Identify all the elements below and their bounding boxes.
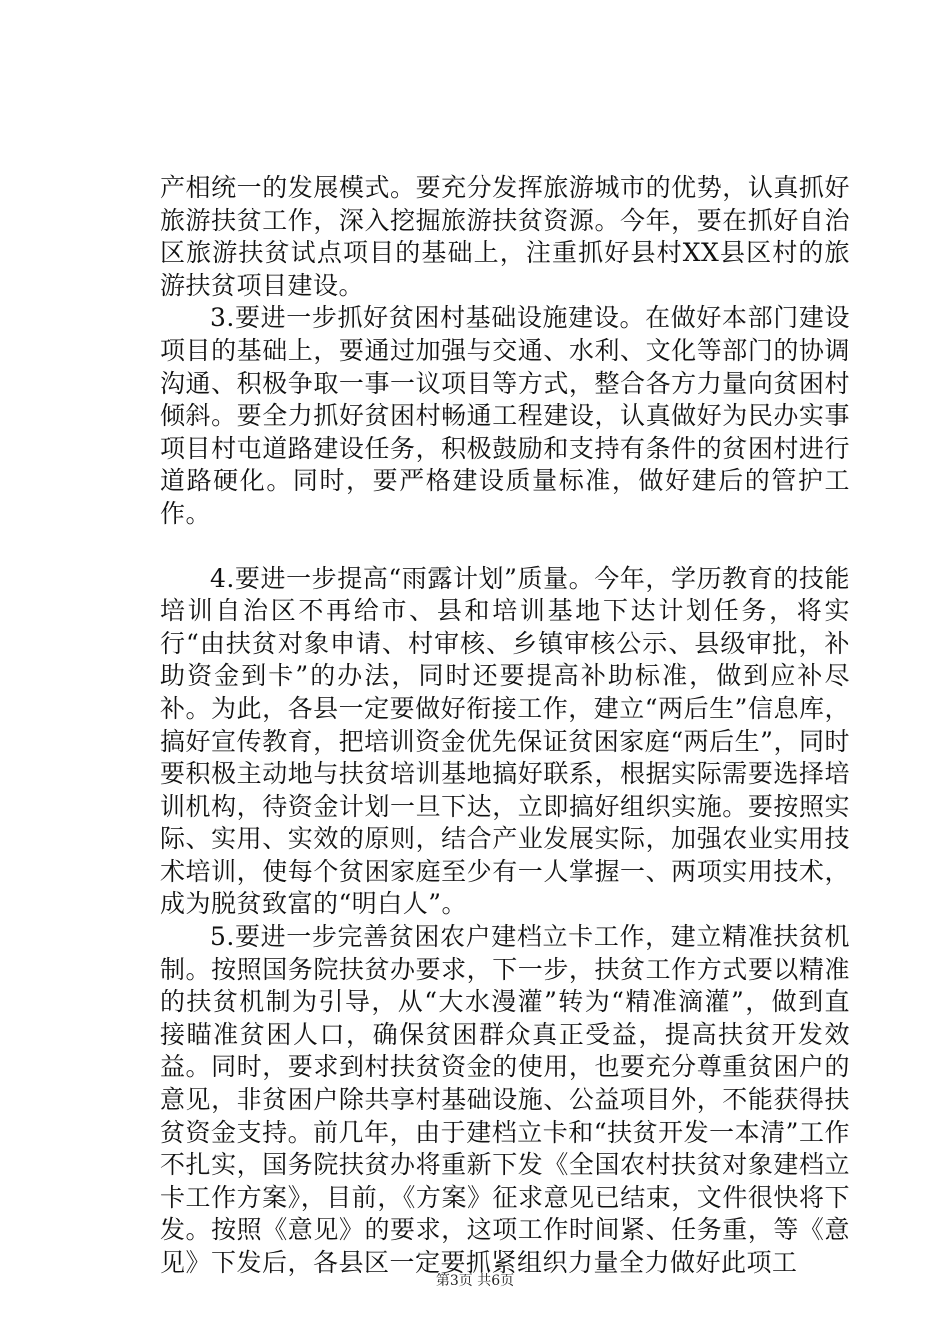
paragraph-continuation: 产相统一的发展模式。要充分发挥旅游城市的优势，认真抓好旅游扶贫工作，深入挖掘旅游扶贫资源。今年，要在抓好自治区旅游扶贫试点项目的基础上，注重抓好县村XX县区村的旅游扶贫项目建设。: [160, 173, 850, 300]
paragraph-item-3: 3.要进一步抓好贫困村基础设施建设。在做好本部门建设项目的基础上，要通过加强与交通、水利、文化等部门的协调沟通、积极争取一事一议项目等方式，整合各方力量向贫困村倾斜。要全力抓好贫困村畅通工程建设，认真做好为民办实事项目村屯道路建设任务，积极鼓励和支持有条件的贫困村进行道路硬化。同时，要严格建设质量标准，做好建后的管护工作。: [160, 303, 850, 528]
paragraph-item-5: 5.要进一步完善贫困农户建档立卡工作，建立精准扶贫机制。按照国务院扶贫办要求，下一步，扶贫工作方式要以精准的扶贫机制为引导，从“大水漫灌”转为“精准滴灌”，做到直接瞄准贫困人口，确保贫困群众真正受益，提高扶贫开发效益。同时，要求到村扶贫资金的使用，也要充分尊重贫困户的意见，非贫困户除共享村基础设施、公益项目外，不能获得扶贫资金支持。前几年，由于建档立卡和“扶贫开发一本清”工作不扎实，国务院扶贫办将重新下发《全国农村扶贫对象建档立卡工作方案》，目前，《方案》征求意见已结束，文件很快将下发。按照《意见》的要求，这项工作时间紧、任务重，等《意见》下发后，各县区一定要抓紧组织力量全力做好此项工: [160, 922, 850, 1277]
paragraph-item-4: 4.要进一步提高“雨露计划”质量。今年，学历教育的技能培训自治区不再给市、县和培训基地下达计划任务，将实行“由扶贫对象申请、村审核、乡镇审核公示、县级审批，补助资金到卡”的办法，同时还要提高补助标准，做到应补尽补。为此，各县一定要做好衔接工作，建立“两后生”信息库，搞好宣传教育，把培训资金优先保证贫困家庭“两后生”，同时要积极主动地与扶贫培训基地搞好联系，根据实际需要选择培训机构，待资金计划一旦下达，立即搞好组织实施。要按照实际、实用、实效的原则，结合产业发展实际，加强农业实用技术培训，使每个贫困家庭至少有一人掌握一、两项实用技术，成为脱贫致富的“明白人”。: [160, 563, 850, 919]
page-footer: [0, 1272, 950, 1290]
page-number-label: 第3页 共6页: [435, 1273, 515, 1289]
document-body: [160, 172, 850, 1280]
